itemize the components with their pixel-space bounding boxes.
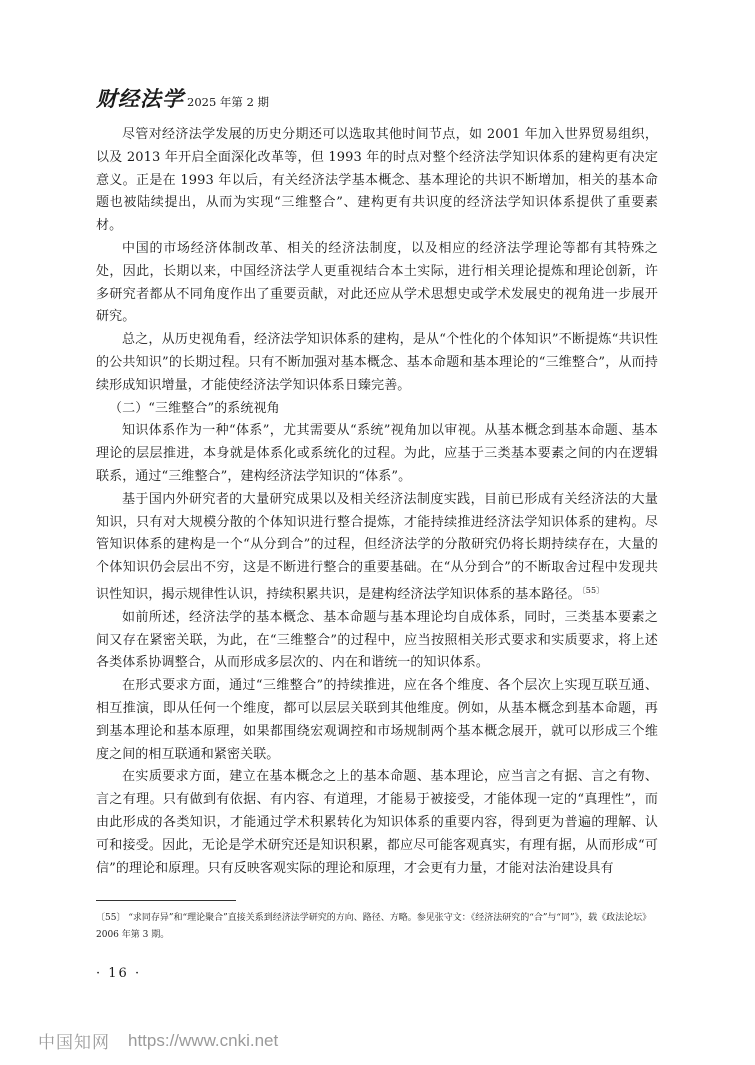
footnote: 〔55〕 “求同存异”和“理论聚合”直接关系到经济法学研究的方向、路径、方略。参见张守文：《经济法研究的“合”与“同”》，载《政法论坛》2006 年第 3 期。 xyxy=(96,913,652,940)
footnote-ref[interactable]: 〔55〕 xyxy=(581,585,605,595)
paragraph: 在形式要求方面，通过“三维整合”的持续推进，应在各个维度、各个层次上实现互联互通、相互推演，即从任何一个维度，都可以层层关联到其他维度。例如，从基本概念到基本命题，再到基本理论和基本原理，如果都围绕宏观调控和市场规制两个基本概念展开，就可以形成三个维度之间的相互联通和紧密关联。 xyxy=(96,678,658,762)
paragraph: 在实质要求方面，建立在基本概念之上的基本命题、基本理论，应当言之有据、言之有物、言之有理。只有做到有依据、有内容、有道理，才能易于被接受，才能体现一定的“真理性”，而由此形成的各类知识，才能通过学术积累转化为知识体系的重要内容，得到更为普遍的理解、认可和接受。因此，无论是学术研究还是知识积累，都应尽可能客观真实，有理有据，从而形成“可信”的理论和原理。只有反映客观实际的理论和原理，才会更有力量，才能对法治建设具有 xyxy=(96,769,658,876)
paragraph: 尽管对经济法学发展的历史分期还可以选取其他时间节点，如 2001 年加入世界贸易组织，以及 2013 年开启全面深化改革等，但 1993 年的时点对整个经济法学知识体系的建构更有决定意义。正是在 1993 年以后，有关经济法学基本概念、基本理论的共识不断增加，相关的基本命题也被陆续提出，从而为实现“三维整合”、建构更有共识度的经济法学知识体系提供了重要素材。 xyxy=(96,127,658,234)
issue-label: 2025 年第 2 期 xyxy=(187,95,270,109)
paragraph: 如前所述，经济法学的基本概念、基本命题与基本理论均自成体系，同时，三类基本要素之间又存在紧密关联，为此，在“三维整合”的过程中，应当按照相关形式要求和实质要求，将上述各类体系协调整合，从而形成多层次的、内在和谐统一的知识体系。 xyxy=(96,609,658,671)
footnote-divider xyxy=(96,900,236,901)
paragraph: 知识体系作为一种“体系”，尤其需要从“系统”视角加以审视。从基本概念到基本命题、基本理论的层层推进，本身就是体系化或系统化的过程。为此，应基于三类基本要素之间的内在逻辑联系，通过“三维整合”，建构经济法学知识的“体系”。 xyxy=(96,423,658,484)
paragraph xyxy=(96,489,658,607)
page-number: · 16 · xyxy=(96,966,142,981)
paragraph: 总之，从历史视角看，经济法学知识体系的建构，是从“个性化的个体知识”不断提炼“共识性的公共知识”的长期过程。只有不断加强对基本概念、基本命题和基本理论的“三维整合”，从而持续形成知识增量，才能使经济法学知识体系日臻完善。 xyxy=(96,332,658,393)
section-heading: （二）“三维整合”的系统视角 xyxy=(109,400,280,416)
paragraph-text: 基于国内外研究者的大量研究成果以及相关经济法制度实践，目前已形成有关经济法的大量知识，只有对大规模分散的个体知识进行整合提炼，才能持续推进经济法学知识体系的建构。尽管知识体系的建构是一个“从分到合”的过程，但经济法学的分散研究仍将长期持续存在，大量的个体知识仍会层出不穷，这是不断进行整合的重要基础。在“从分到合”的不断取舍过程中发现共识性知识，揭示规律性认识，持续积累共识，是建构经济法学知识体系的基本路径。 xyxy=(96,491,658,602)
watermark xyxy=(38,1028,278,1053)
article-body xyxy=(96,124,658,880)
running-header xyxy=(96,84,269,110)
watermark-logo-text: 中国知网 xyxy=(38,1033,110,1053)
paragraph: 中国的市场经济体制改革、相关的经济法制度，以及相应的经济法学理论等都有其特殊之处，因此，长期以来，中国经济法学人更重视结合本土实际，进行相关理论提炼和理论创新，许多研究者都从不同角度作出了重要贡献，对此还应从学术思想史或学术发展史的视角进一步展开研究。 xyxy=(96,240,658,325)
journal-title: 财经法学 xyxy=(96,86,184,111)
watermark-url[interactable]: https://www.cnki.net xyxy=(128,1030,279,1050)
